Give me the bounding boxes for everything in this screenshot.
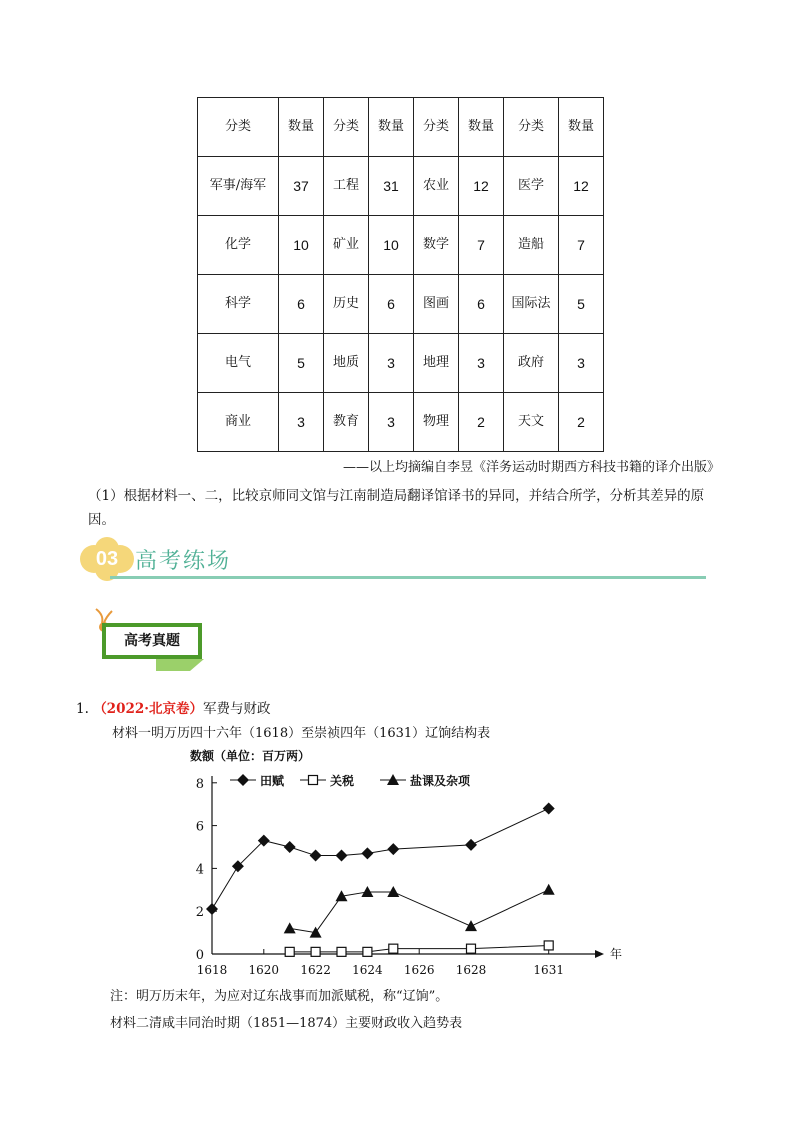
table-cell: 3 <box>559 334 604 393</box>
legend-label: 关税 <box>330 774 355 788</box>
question-number: 1. <box>76 701 89 717</box>
table-cell: 7 <box>459 216 504 275</box>
series-line-triangle <box>290 890 549 933</box>
table-cell: 10 <box>279 216 324 275</box>
table-cell: 矿业 <box>324 216 369 275</box>
legend-label: 田赋 <box>260 774 285 788</box>
y-tick-label: 8 <box>195 776 204 792</box>
table-header-cell: 数量 <box>369 98 414 157</box>
table-cell: 3 <box>369 334 414 393</box>
chart-note: 注：明万历末年，为应对辽东战事而加派赋税，称“辽饷”。 <box>110 989 449 1004</box>
x-tick-label: 1618 <box>196 963 228 977</box>
table-header-cell: 分类 <box>504 98 559 157</box>
table-header-cell: 分类 <box>414 98 459 157</box>
question-topic: 军费与财政 <box>202 701 271 717</box>
data-point-diamond <box>543 802 555 814</box>
table-cell: 2 <box>559 393 604 452</box>
table-row <box>198 157 604 216</box>
section-divider <box>110 576 706 579</box>
data-point-square <box>337 947 346 956</box>
material-1-caption: 材料一明万历四十六年（1618）至崇祯四年（1631）辽饷结构表 <box>112 726 491 741</box>
x-tick-label: 1622 <box>300 963 331 977</box>
table-cell: 造船 <box>504 216 559 275</box>
table-cell: 教育 <box>324 393 369 452</box>
y-tick-label: 6 <box>195 819 204 835</box>
data-point-square <box>285 947 294 956</box>
x-axis-label: 年 <box>610 947 623 961</box>
table-cell: 工程 <box>324 157 369 216</box>
exam-badge-label: 高考真题 <box>106 627 198 655</box>
data-point-diamond <box>237 774 249 786</box>
table-cell: 12 <box>459 157 504 216</box>
table-cell: 图画 <box>414 275 459 334</box>
data-point-diamond <box>465 839 477 851</box>
data-point-square <box>311 947 320 956</box>
data-point-diamond <box>361 847 373 859</box>
y-tick-label: 2 <box>195 905 204 921</box>
table-header-cell: 分类 <box>324 98 369 157</box>
x-tick-label: 1626 <box>403 963 435 977</box>
table-cell: 国际法 <box>504 275 559 334</box>
table-cell: 历史 <box>324 275 369 334</box>
table-cell: 地质 <box>324 334 369 393</box>
data-point-triangle <box>465 920 477 931</box>
y-tick-label: 0 <box>195 948 204 963</box>
section-title: 高考练场 <box>135 549 232 574</box>
table-cell: 37 <box>279 157 324 216</box>
table-cell: 化学 <box>198 216 279 275</box>
table-cell: 10 <box>369 216 414 275</box>
data-point-triangle <box>543 884 555 895</box>
table-cell: 数学 <box>414 216 459 275</box>
exam-badge <box>102 623 202 659</box>
table-cell: 5 <box>559 275 604 334</box>
legend-label: 盐课及杂项 <box>410 774 471 788</box>
badge-tail <box>156 659 204 671</box>
section-number: 03 <box>95 548 119 570</box>
section-number-badge <box>80 537 134 581</box>
data-point-diamond <box>284 841 296 853</box>
table-cell: 农业 <box>414 157 459 216</box>
table-row <box>198 275 604 334</box>
table-row <box>198 216 604 275</box>
table-cell: 政府 <box>504 334 559 393</box>
data-point-diamond <box>387 843 399 855</box>
data-point-square <box>309 776 318 785</box>
x-axis-arrow <box>595 950 604 958</box>
table-cell: 2 <box>459 393 504 452</box>
question-text: （1）根据材料一、二，比较京师同文馆与江南制造局翻译馆译书的异同，并结合所学，分析其差异的原因。 <box>88 488 705 528</box>
y-tick-label: 4 <box>195 862 204 878</box>
table-header-cell: 数量 <box>559 98 604 157</box>
material-2-caption: 材料二清咸丰同治时期（1851—1874）主要财政收入趋势表 <box>110 1016 463 1031</box>
table-cell: 12 <box>559 157 604 216</box>
data-point-diamond <box>206 903 218 915</box>
series-line-diamond <box>212 808 549 909</box>
data-point-square <box>389 944 398 953</box>
table-cell: 3 <box>369 393 414 452</box>
table-cell: 3 <box>459 334 504 393</box>
table-row <box>198 334 604 393</box>
table-header-cell: 数量 <box>459 98 504 157</box>
liaoxiang-chart <box>190 748 623 978</box>
x-tick-label: 1631 <box>533 963 564 977</box>
table-cell: 地理 <box>414 334 459 393</box>
data-point-square <box>467 944 476 953</box>
source-citation: ——以上均摘编自李昱《洋务运动时期西方科技书籍的译介出版》 <box>342 460 720 475</box>
table-cell: 6 <box>279 275 324 334</box>
data-point-square <box>363 947 372 956</box>
data-point-diamond <box>336 850 348 862</box>
table-cell: 医学 <box>504 157 559 216</box>
x-tick-label: 1628 <box>455 963 487 977</box>
table-cell: 物理 <box>414 393 459 452</box>
data-point-triangle <box>284 922 296 933</box>
table-cell: 科学 <box>198 275 279 334</box>
data-point-diamond <box>310 850 322 862</box>
table-row <box>198 393 604 452</box>
table-header-cell: 分类 <box>198 98 279 157</box>
y-axis-label: 数额（单位：百万两） <box>190 749 311 763</box>
table-header-row <box>198 98 604 157</box>
x-tick-label: 1620 <box>248 963 280 977</box>
table-cell: 6 <box>369 275 414 334</box>
data-point-square <box>544 941 553 950</box>
table-cell: 6 <box>459 275 504 334</box>
table-cell: 军事/海军 <box>198 157 279 216</box>
table-cell: 31 <box>369 157 414 216</box>
question-1-line <box>76 697 270 717</box>
table-header-cell: 数量 <box>279 98 324 157</box>
table-cell: 7 <box>559 216 604 275</box>
exam-source-tag: （2022·北京卷） <box>93 701 203 717</box>
table-cell: 天文 <box>504 393 559 452</box>
table-cell: 商业 <box>198 393 279 452</box>
table-cell: 3 <box>279 393 324 452</box>
table-cell: 电气 <box>198 334 279 393</box>
book-category-table <box>197 97 604 452</box>
x-tick-label: 1624 <box>352 963 383 977</box>
table-cell: 5 <box>279 334 324 393</box>
